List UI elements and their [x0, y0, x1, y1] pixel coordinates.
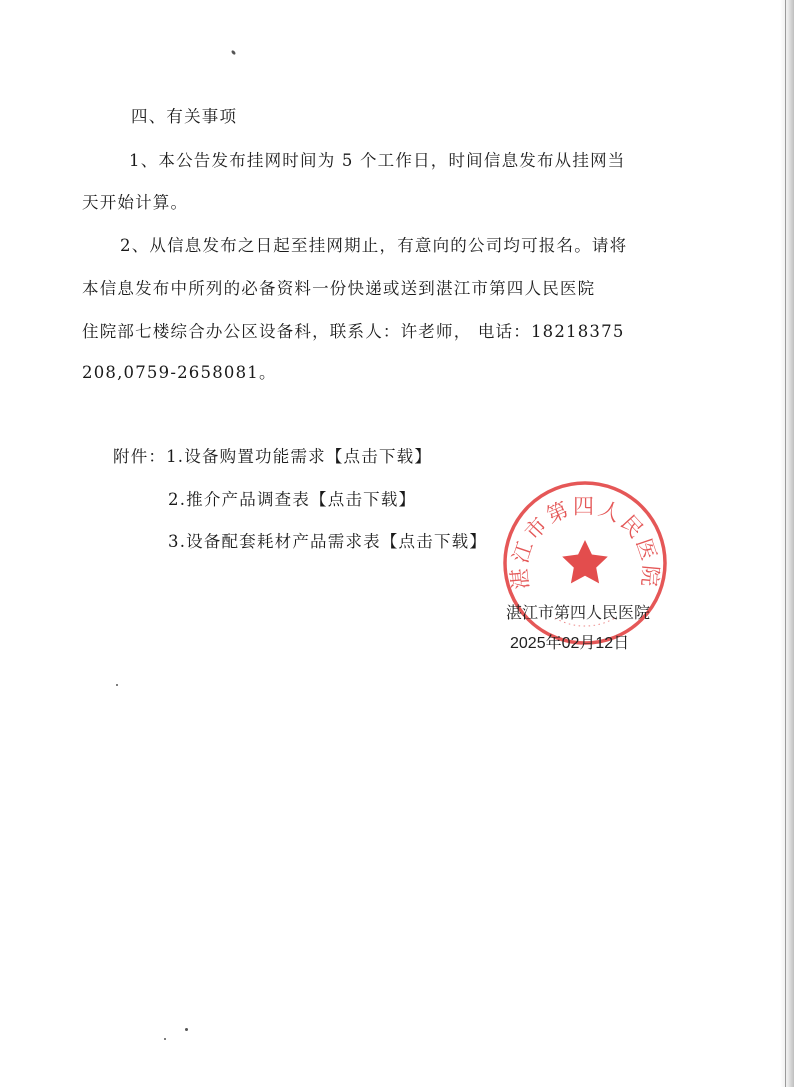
paragraph-1-line-2: 天开始计算。 — [82, 193, 189, 212]
paragraph-1-line-1: 1、本公告发布挂网时间为 5 个工作日，时间信息发布从挂网当 — [129, 151, 626, 170]
scan-speck — [116, 684, 118, 686]
attachment-title: 1.设备购置功能需求 — [166, 447, 326, 466]
scan-speck — [231, 50, 237, 56]
paragraph-2-line-2: 本信息发布中所列的必备资料一份快递或送到湛江市第四人民医院 — [82, 279, 596, 298]
red-star-icon — [562, 540, 608, 583]
section-title: 四、有关事项 — [131, 107, 238, 126]
attachment-title: 2.推介产品调查表 — [168, 490, 311, 509]
scan-edge-shadow — [780, 0, 794, 1087]
attachment-item-3 — [168, 528, 487, 552]
attachment-item-2 — [168, 486, 416, 510]
attachments-label: 附件： — [113, 447, 167, 466]
signature-date: 2025年02月12日 — [510, 635, 630, 652]
scan-speck — [185, 1028, 188, 1031]
paragraph-2-line-3: 住院部七楼综合办公区设备科，联系人：许老师， 电话：18218375 — [82, 322, 625, 341]
paragraph-2-line-4: 208,0759-2658081。 — [82, 363, 277, 382]
scan-edge-line — [785, 0, 786, 1087]
attachment-title: 3.设备配套耗材产品需求表 — [168, 532, 381, 551]
signature-organization: 湛江市第四人民医院 — [506, 605, 651, 622]
download-link[interactable]: 【点击下载】 — [310, 490, 417, 509]
attachment-item-1 — [113, 443, 432, 467]
download-link[interactable]: 【点击下载】 — [325, 447, 433, 466]
scan-speck — [164, 1038, 166, 1040]
download-link[interactable]: 【点击下载】 — [380, 532, 488, 551]
paragraph-2-line-1: 2、从信息发布之日起至挂网期止，有意向的公司均可报名。请将 — [120, 236, 628, 255]
seal-text: 湛江市第四人民医院 — [507, 494, 663, 591]
